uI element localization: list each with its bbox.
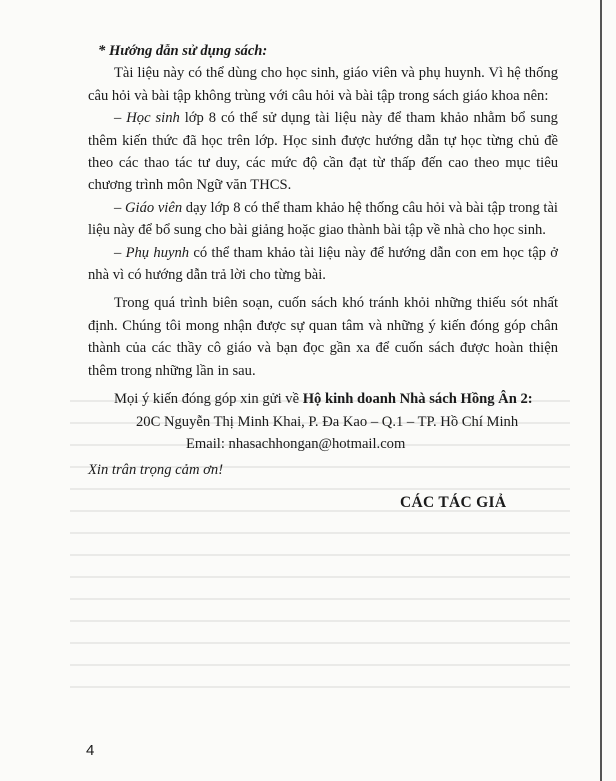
parents-label: Phụ huynh: [125, 244, 190, 261]
students-label: Học sinh: [126, 110, 180, 127]
closing-paragraph: Trong quá trình biên soạn, cuốn sách khó tránh khỏi những thiếu sót nhất định. Chúng tôi mong nhận được sự quan tâm và những ý kiến đóng góp chân thành của các thầy cô giáo và bạn đọc gần xa để cuốn sách được hoàn thiện thêm trong những lần in sau.: [88, 295, 558, 379]
contact-line: [88, 388, 558, 410]
teachers-paragraph: [88, 197, 558, 242]
teachers-text: dạy lớp 8 có thể tham khảo hệ thống câu hỏi và bài tập trong tài liệu này để bổ sung cho bài giảng hoặc giao thành bài tập về nhà cho học sinh.: [88, 199, 558, 239]
students-text: lớp 8 có thể sử dụng tài liệu này để tham khảo nhằm bổ sung thêm kiến thức đã học trên lớp. Học sinh được hướng dẫn tự học từng chủ đề theo các thao tác tư duy, các mức độ cần đạt từ thấp đến cao theo mục tiêu chương trình môn Ngữ văn THCS.: [88, 110, 558, 194]
parents-paragraph: [88, 242, 558, 287]
contact-prefix: Mọi ý kiến đóng góp xin gửi về: [114, 391, 303, 408]
usage-heading: * Hướng dẫn sử dụng sách:: [98, 43, 268, 59]
contact-email: Email: nhasachhongan@hotmail.com: [186, 435, 406, 452]
teachers-dash: –: [114, 199, 125, 216]
page-number: 4: [86, 742, 95, 759]
parents-text: có thể tham khảo tài liệu này để hướng dẫn con em học tập ở nhà vì có hướng dẫn trả lời cho từng bài.: [88, 244, 558, 284]
students-paragraph: [88, 107, 558, 197]
thanks-line: Xin trân trọng cảm ơn!: [88, 462, 224, 479]
page-edge-line: [600, 0, 602, 781]
teachers-label: Giáo viên: [124, 199, 183, 216]
body-text: [88, 40, 558, 482]
contact-suffix: :: [527, 391, 533, 408]
intro-paragraph: Tài liệu này có thể dùng cho học sinh, giáo viên và phụ huynh. Vì hệ thống câu hỏi và bài tập không trùng với câu hỏi và bài tập trong sách giáo khoa nên:: [88, 65, 558, 104]
authors-signature: CÁC TÁC GIẢ: [400, 494, 507, 511]
parents-dash: –: [114, 244, 126, 261]
contact-company: Hộ kinh doanh Nhà sách Hồng Ân 2: [302, 391, 528, 408]
students-dash: –: [114, 110, 127, 127]
contact-address: 20C Nguyễn Thị Minh Khai, P. Đa Kao – Q.1 – TP. Hồ Chí Minh: [136, 413, 519, 430]
